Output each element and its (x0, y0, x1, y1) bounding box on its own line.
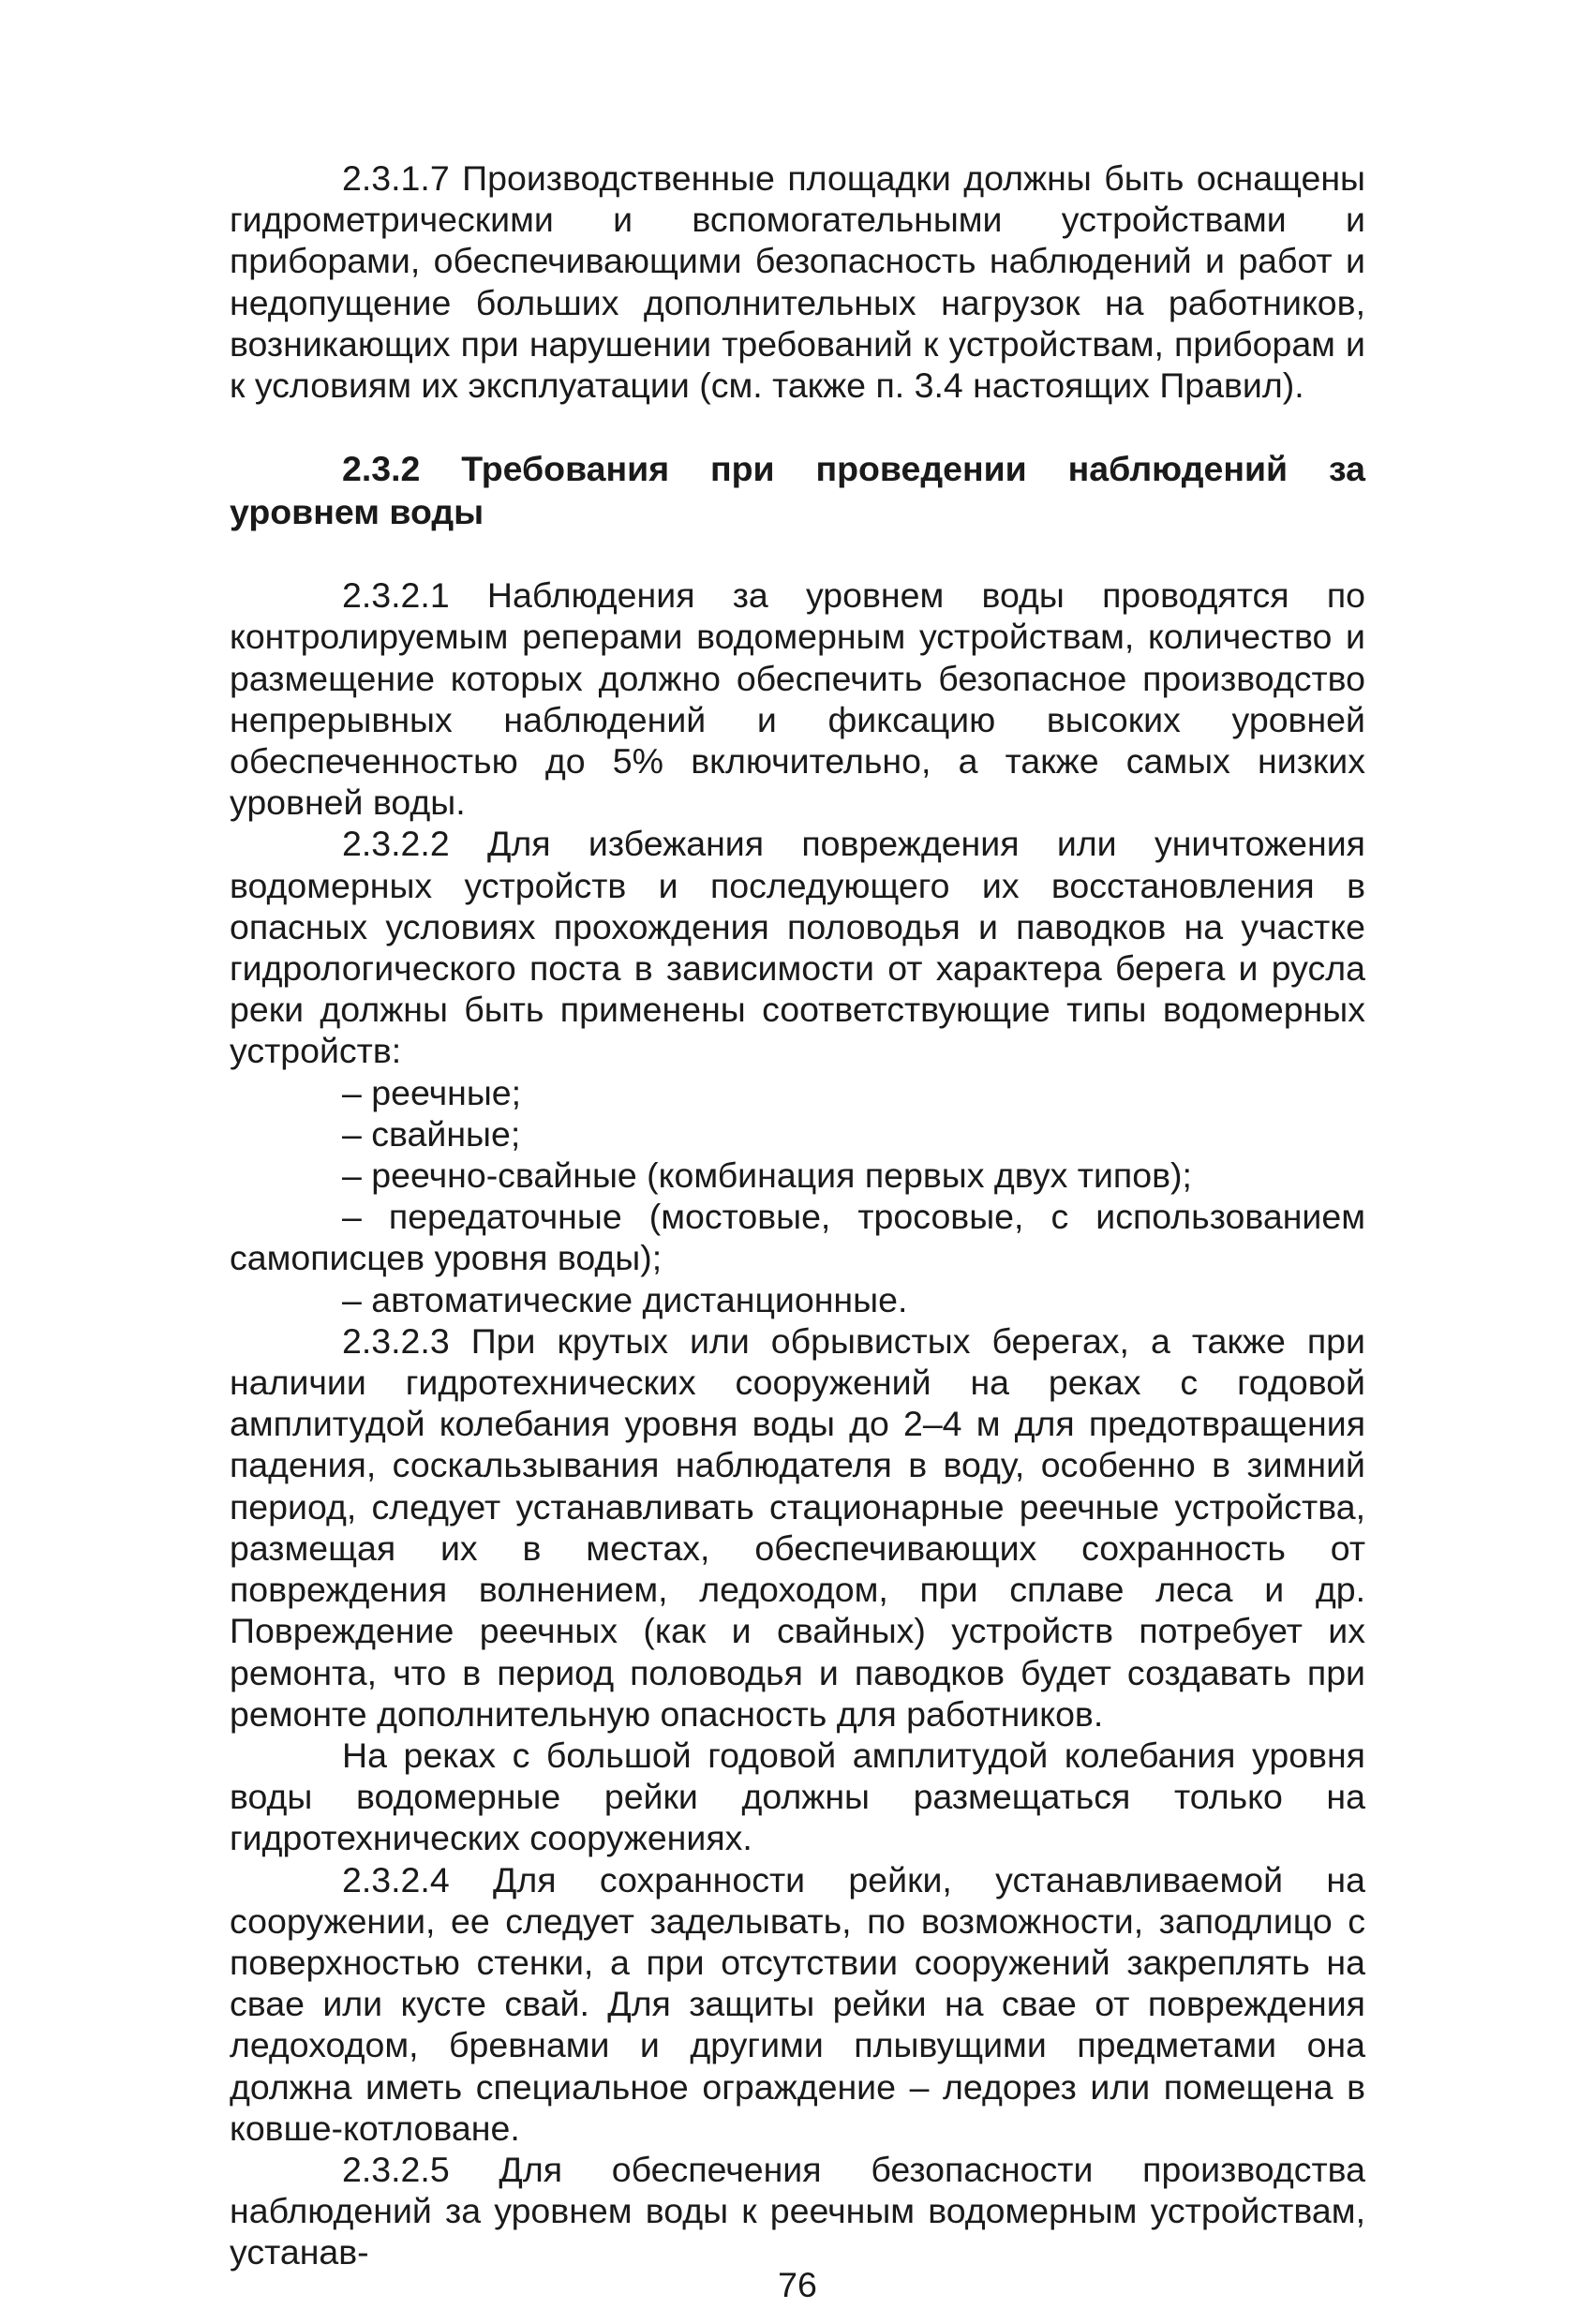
list-item-rack-pile: – реечно-свайные (комбинация первых двух типов); (342, 1155, 1192, 1196)
paragraph-2-3-2-2: 2.3.2.2 Для избежания повреждения или уничтожения водомерных устройств и последующего их восстановления в опасных условиях прохождения половодья и паводков на участке гидрологического поста в зависимости от характера берега и русла реки должны быть применены соответствующие типы водомерных устройств: (230, 824, 1365, 1071)
spacer (230, 406, 1365, 447)
paragraph-2-3-2-3: 2.3.2.3 При крутых или обрывистых берегах, а также при наличии гидротехнических сооружений на реках с годовой амплитудой колебания уровня воды до 2–4 м для предотвращения падения, соскальзывания наблюдателя в воду, особенно в зимний период, следует устанавливать стационарные реечные устройства, размещая их в местах, обеспечивающих сохранность от повреждения волнением, ледоходом, при сплаве леса и др. Повреждение реечных (как и свайных) устройств потребует их ремонта, что в период половодья и паводков будет создавать при ремонте дополнительную опасность для работников. (230, 1320, 1365, 1734)
list-item-automatic: – автоматические дистанционные. (342, 1279, 908, 1319)
list-item-rack: – реечные; (342, 1072, 522, 1112)
paragraph-2-3-2-4: 2.3.2.4 Для сохранности рейки, устанавливаемой на сооружении, ее следует заделывать, по возможности, заподлицо с поверхностью стенки, а при отсутствии сооружений закреплять на свае или кусте свай. Для защиты рейки на свае от повреждения ледоходом, бревнами и другими плывущими предметами она должна иметь специальное ограждение – ледорез или помещена в ковше-котловане. (230, 1859, 1365, 2148)
list-item-transfer: – передаточные (мостовые, тросовые, с использованием самописцев уровня воды); (230, 1197, 1365, 1278)
list-item-pile: – свайные; (342, 1113, 521, 1154)
section-heading-2-3-2: 2.3.2 Требования при проведении наблюдений за уровнем воды (230, 449, 1365, 532)
paragraph-rivers-amplitude: На реках с большой годовой амплитудой колебания уровня воды водомерные рейки должны размещаться только на гидротехнических сооружениях. (230, 1735, 1365, 1858)
page-number: 76 (778, 2265, 817, 2304)
document-page (230, 157, 1365, 2304)
paragraph-2-3-2-1: 2.3.2.1 Наблюдения за уровнем воды проводятся по контролируемым реперами водомерным устройствам, количество и размещение которых должно обеспечить безопасное производство непрерывных наблюдений и фиксацию высоких уровней обеспеченностью до 5% включительно, а также самых низких уровней воды. (230, 575, 1365, 823)
paragraph-2-3-1-7: 2.3.1.7 Производственные площадки должны быть оснащены гидрометрическими и вспомогательными устройствами и приборами, обеспечивающими безопасность наблюдений и работ и недопущение больших дополнительных нагрузок на работников, возникающих при нарушении требований к устройствам, приборам и к условиям их эксплуатации (см. также п. 3.4 настоящих Правил). (230, 158, 1365, 406)
paragraph-2-3-2-5: 2.3.2.5 Для обеспечения безопасности производства наблюдений за уровнем воды к реечным водомерным устройствам, устанав- (230, 2149, 1365, 2272)
spacer (230, 533, 1365, 574)
